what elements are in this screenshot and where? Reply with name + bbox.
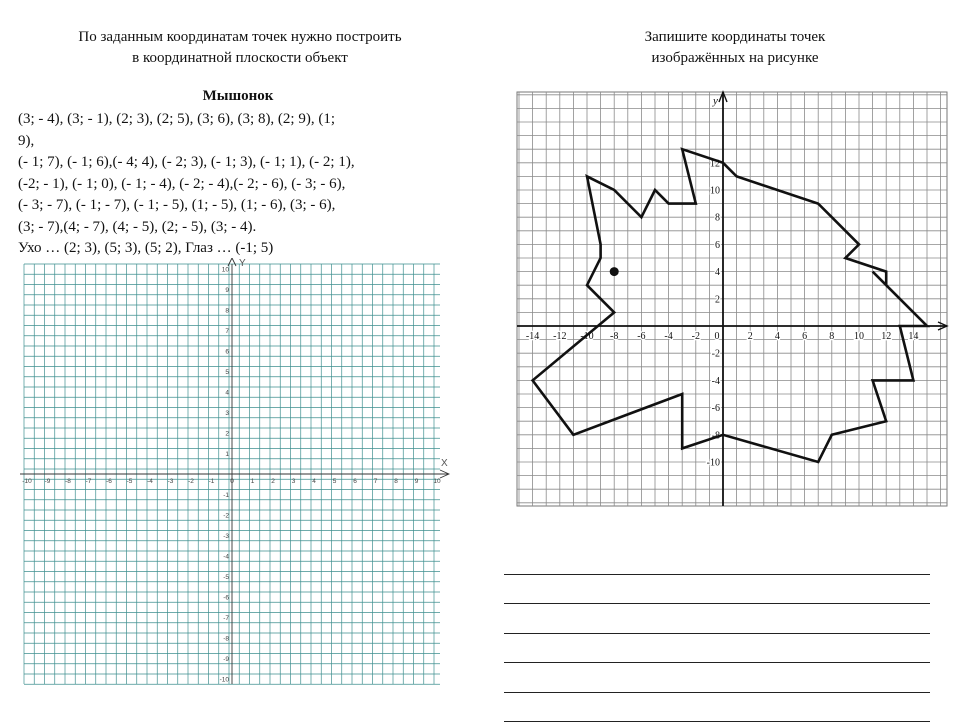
coordinates-list [18,109,458,257]
y-tick-label: 4 [715,267,720,278]
x-tick-label: 10 [854,331,864,342]
y-tick-label: 1 [225,451,229,458]
y-tick-label: -4 [712,376,720,387]
y-tick-label: 6 [715,240,720,251]
x-tick-label: -4 [664,331,672,342]
y-tick-label: -10 [707,458,720,469]
left-title-line-2: в координатной плоскости объект [15,48,465,69]
y-tick-label: -8 [223,636,229,643]
mouse-outline [533,149,927,462]
y-axis-label: y [712,95,718,107]
x-tick-label: -3 [168,478,174,485]
x-tick-label: 8 [394,478,398,485]
left-task-title [15,27,465,69]
answer-line[interactable] [504,634,930,664]
answer-lines [504,545,930,722]
x-tick-label: -10 [22,478,32,485]
x-tick-label: 4 [775,331,780,342]
y-tick-label: -3 [223,533,229,540]
x-tick-label: -9 [45,478,51,485]
x-tick-label: -8 [65,478,71,485]
empty-coordinate-grid [20,258,450,690]
x-tick-label: 8 [829,331,834,342]
x-tick-label: 0 [715,331,720,342]
y-tick-label: 8 [225,308,229,315]
left-title-line-1: По заданным координатам точек нужно построить [15,27,465,48]
y-tick-label: -9 [223,656,229,663]
answer-line[interactable] [504,545,930,575]
y-tick-label: -6 [712,403,720,414]
x-tick-label: 7 [374,478,378,485]
x-tick-label: -2 [692,331,700,342]
y-tick-label: 4 [225,390,229,397]
y-tick-label: 8 [715,213,720,224]
y-tick-label: 10 [222,267,230,274]
y-tick-label: 12 [710,158,720,169]
x-tick-label: 0 [230,478,234,485]
x-tick-label: -8 [610,331,618,342]
right-title-line-2: изображённых на рисунке [525,48,945,69]
y-tick-label: -8 [712,430,720,441]
y-tick-label: 6 [225,349,229,356]
y-axis-label: Y [239,258,246,269]
x-tick-label: -7 [86,478,92,485]
x-tick-label: 9 [415,478,419,485]
coords-line: 9), [18,131,458,153]
answer-line[interactable] [504,693,930,722]
coords-line: (3; - 7),(4; - 7), (4; - 5), (2; - 5), (3; - 4). [18,217,458,239]
x-tick-label: 6 [802,331,807,342]
x-tick-label: -6 [106,478,112,485]
y-tick-label: -7 [223,615,229,622]
y-tick-label: 2 [225,431,229,438]
x-tick-label: 6 [353,478,357,485]
x-tick-label: -5 [127,478,133,485]
right-title-line-1: Запишите координаты точек [525,27,945,48]
grid-lines [517,92,947,506]
answer-line[interactable] [504,604,930,634]
mouse-subtitle: Мышонок [18,88,458,105]
y-tick-label: -2 [223,513,229,520]
x-tick-label: 1 [251,478,255,485]
coords-line: Ухо … (2; 3), (5; 3), (5; 2), Глаз … (-1; 5) [18,238,458,257]
x-tick-label: -2 [188,478,194,485]
x-axis-label: X [441,458,448,469]
x-tick-label: -10 [580,331,593,342]
right-task-title [525,27,945,69]
coords-line: (-2; - 1), (- 1; 0), (- 1; - 4), (- 2; - 4),(- 2; - 6), (- 3; - 6), [18,174,458,196]
y-tick-label: -6 [223,595,229,602]
x-tick-label: -6 [637,331,645,342]
answer-line[interactable] [504,663,930,693]
y-tick-label: -5 [223,574,229,581]
y-tick-label: -10 [220,677,230,684]
y-tick-label: 5 [225,369,229,376]
x-tick-label: 5 [333,478,337,485]
y-tick-label: -1 [223,492,229,499]
answer-line[interactable] [504,575,930,605]
x-tick-label: -14 [526,331,539,342]
y-tick-label: 9 [225,287,229,294]
y-tick-label: 3 [225,410,229,417]
mouse-eye [610,267,619,276]
x-tick-label: -4 [147,478,153,485]
x-tick-label: 10 [433,478,441,485]
x-tick-label: 14 [908,331,918,342]
x-tick-label: -1 [209,478,215,485]
y-tick-label: 10 [710,186,720,197]
coords-line: (3; - 4), (3; - 1), (2; 3), (2; 5), (3; 6), (3; 8), (2; 9), (1; [18,109,458,131]
coords-line: (- 3; - 7), (- 1; - 7), (- 1; - 5), (1; - 5), (1; - 6), (3; - 6), [18,195,458,217]
x-tick-label: 3 [292,478,296,485]
x-tick-label: -12 [553,331,566,342]
y-tick-label: 2 [715,294,720,305]
mouse-figure-grid [515,88,950,508]
x-tick-label: 12 [881,331,891,342]
coords-line: (- 1; 7), (- 1; 6),(- 4; 4), (- 2; 3), (- 1; 3), (- 1; 1), (- 2; 1), [18,152,458,174]
x-tick-label: 4 [312,478,316,485]
y-tick-label: -4 [223,554,229,561]
x-tick-label: 2 [271,478,275,485]
x-tick-label: 2 [748,331,753,342]
y-tick-label: 7 [225,328,229,335]
y-tick-label: -2 [712,349,720,360]
